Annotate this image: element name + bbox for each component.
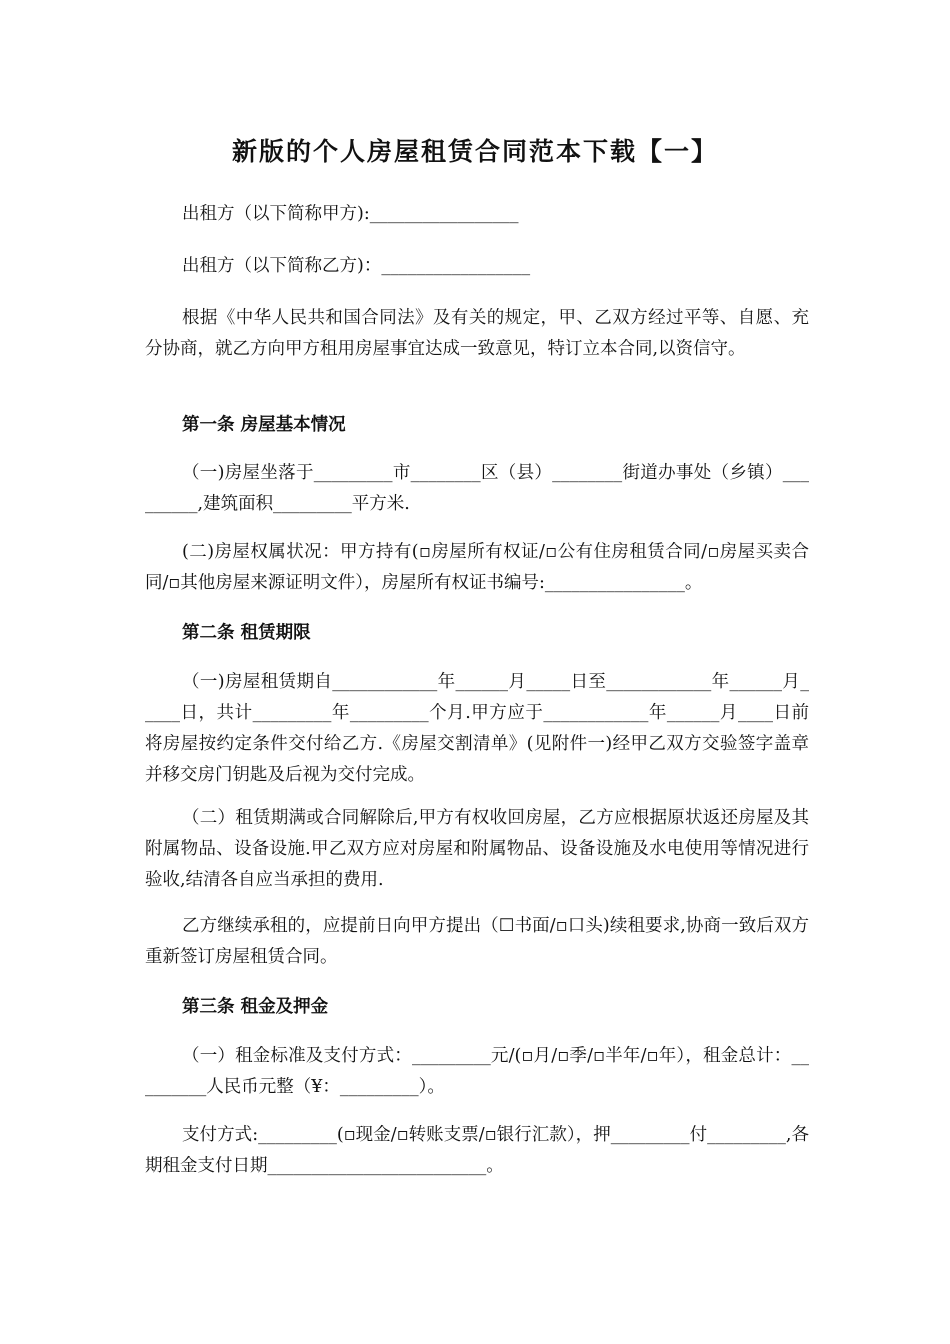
article2-heading: 第二条 租赁期限 [182, 623, 311, 643]
article2-paragraph-term: （一)房屋租赁期自____________年______月_____日至____________年______月_____日，共计_________年_________个月.甲方应于____________年______月____日前将房屋按约定条件交付给乙方.《房屋交割清单》(见附件一)经甲乙双方交验签字盖章并移交房门钥匙及后视为交付完成。 [145, 672, 809, 785]
article2-paragraph-return: （二）租赁期满或合同解除后,甲方有权收回房屋，乙方应根据原状返还房屋及其附属物品、设备设施.甲乙双方应对房屋和附属物品、设备设施及水电使用等情况进行验收,结清各自应当承担的费用. [145, 808, 809, 890]
lessee-line: 出租方（以下简称乙方)：_________________ [182, 256, 531, 276]
article1-paragraph-ownership: (二)房屋权属状况：甲方持有(▫房屋所有权证/▫公有住房租赁合同/▫房屋买卖合同/▫其他房屋来源证明文件），房屋所有权证书编号:________________。 [145, 542, 809, 593]
article1-heading: 第一条 房屋基本情况 [182, 415, 346, 435]
document-title: 新版的个人房屋租赁合同范本下载【一】 [231, 137, 718, 166]
article3-heading: 第三条 租金及押金 [182, 997, 329, 1017]
article3-paragraph-payment: 支付方式:_________(▫现金/▫转账支票/▫银行汇款），押_________付_________,各期租金支付日期_________________________。 [145, 1125, 809, 1176]
intro-paragraph: 根据《中华人民共和国合同法》及有关的规定，甲、乙双方经过平等、自愿、充分协商，就乙方向甲方租用房屋事宜达成一致意见，特订立本合同,以资信守。 [145, 308, 809, 359]
article1-paragraph-location: （一)房屋坐落于_________市________区（县）________街道办事处（乡镇）_________,建筑面积_________平方米. [145, 463, 809, 514]
lessor-line: 出租方（以下简称甲方):_________________ [182, 204, 519, 224]
article3-paragraph-rent: （一）租金标准及支付方式：_________元/(▫月/▫季/▫半年/▫年），租金总计：_________人民币元整（¥：_________）。 [145, 1046, 809, 1097]
article2-paragraph-renewal: 乙方继续承租的，应提前日向甲方提出（☐书面/▫口头)续租要求,协商一致后双方重新签订房屋租赁合同。 [145, 916, 809, 967]
